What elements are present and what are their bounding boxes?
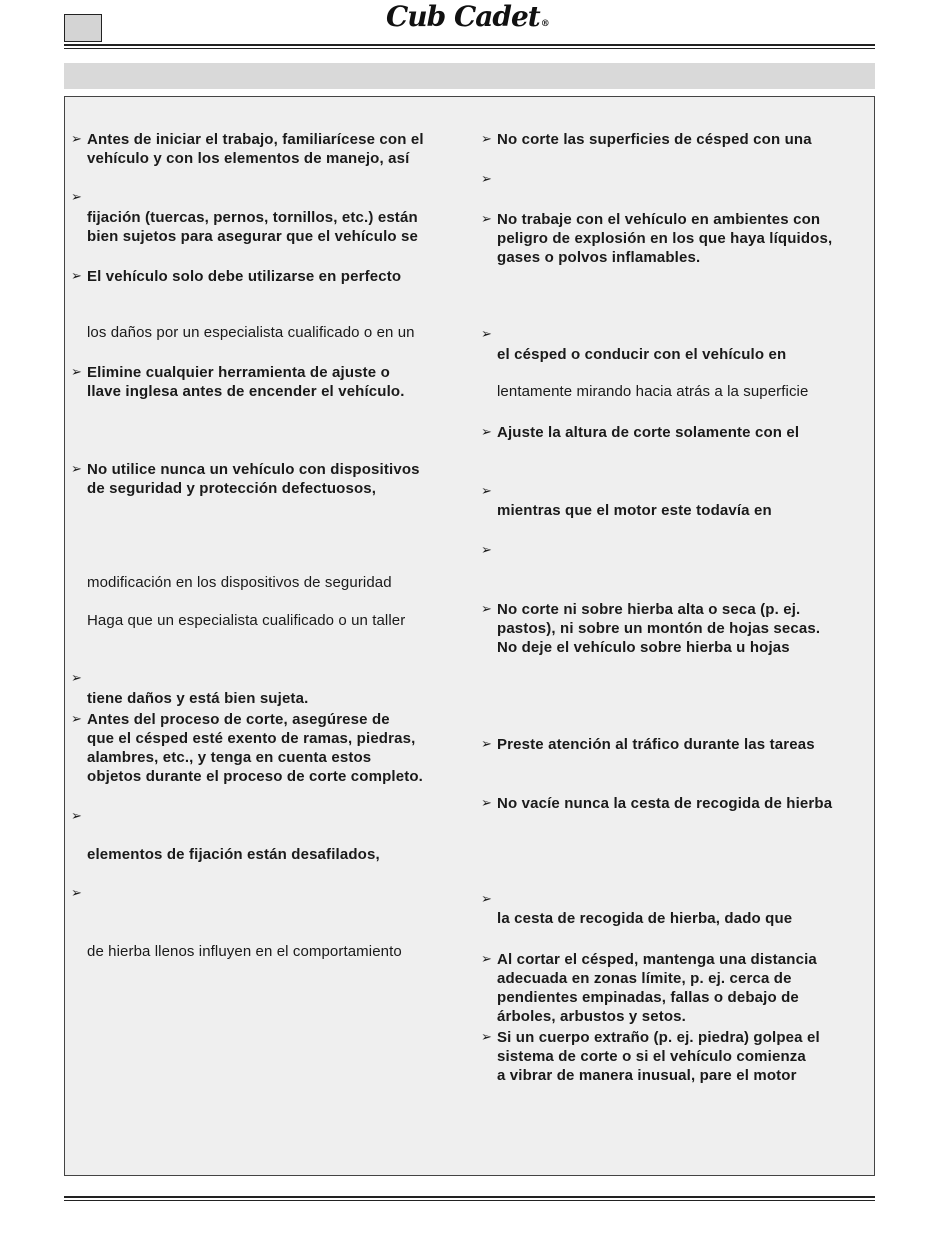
text-line: No deje el vehículo sobre hierba u hojas bbox=[497, 639, 790, 656]
text-line: bien sujetos para asegurar que el vehículo se bbox=[87, 228, 419, 245]
page-number-box bbox=[64, 14, 102, 42]
text-line: peligro de explosión en los que haya líquidos, bbox=[497, 230, 833, 247]
text-line: lentamente mirando hacia atrás a la superficie bbox=[497, 383, 809, 400]
text-line: los daños por un especialista cualificado o en un bbox=[87, 324, 415, 341]
header-rule bbox=[64, 44, 875, 46]
bullet-icon: ➢ bbox=[481, 212, 492, 227]
text-line: que el césped esté exento de ramas, piedras, bbox=[87, 730, 416, 747]
bullet-icon: ➢ bbox=[481, 1030, 492, 1045]
text-line: árboles, arbustos y setos. bbox=[497, 1008, 686, 1025]
bullet-icon: ➢ bbox=[481, 484, 492, 499]
text-line: objetos durante el proceso de corte completo. bbox=[87, 768, 423, 785]
bullet-icon: ➢ bbox=[71, 365, 82, 380]
bullet-icon: ➢ bbox=[71, 886, 82, 901]
text-line: mientras que el motor este todavía en bbox=[497, 502, 772, 519]
bullet-icon: ➢ bbox=[71, 712, 82, 727]
text-line: la cesta de recogida de hierba, dado que bbox=[497, 910, 793, 927]
text-line: a vibrar de manera inusual, pare el motor bbox=[497, 1067, 797, 1084]
text-line: No vacíe nunca la cesta de recogida de hierba bbox=[497, 795, 833, 812]
bullet-icon: ➢ bbox=[71, 809, 82, 824]
text-line: No corte ni sobre hierba alta o seca (p. ej. bbox=[497, 601, 801, 618]
bullet-icon: ➢ bbox=[481, 952, 492, 967]
bullet-icon: ➢ bbox=[481, 737, 492, 752]
text-line: pastos), ni sobre un montón de hojas secas. bbox=[497, 620, 821, 637]
text-line: Antes de iniciar el trabajo, familiarícese con el bbox=[87, 131, 424, 148]
bullet-icon: ➢ bbox=[481, 425, 492, 440]
bullet-icon: ➢ bbox=[481, 602, 492, 617]
bullet-icon: ➢ bbox=[71, 269, 82, 284]
text-line: Antes del proceso de corte, asegúrese de bbox=[87, 711, 390, 728]
text-line: elementos de fijación están desafilados, bbox=[87, 846, 380, 863]
bullet-icon: ➢ bbox=[71, 462, 82, 477]
text-line: Si un cuerpo extraño (p. ej. piedra) golpea el bbox=[497, 1029, 820, 1046]
text-line: adecuada en zonas límite, p. ej. cerca de bbox=[497, 970, 792, 987]
bullet-icon: ➢ bbox=[71, 671, 82, 686]
text-line: Ajuste la altura de corte solamente con el bbox=[497, 424, 800, 441]
header-rule-thin bbox=[64, 48, 875, 49]
bullet-icon: ➢ bbox=[481, 543, 492, 558]
text-line: el césped o conducir con el vehículo en bbox=[497, 346, 787, 363]
bullet-icon: ➢ bbox=[481, 892, 492, 907]
section-title-bar bbox=[64, 63, 875, 89]
text-line: de hierba llenos influyen en el comportamiento bbox=[87, 943, 402, 960]
text-line: de seguridad y protección defectuosos, bbox=[87, 480, 377, 497]
text-line: vehículo y con los elementos de manejo, así bbox=[87, 150, 410, 167]
text-line: fijación (tuercas, pernos, tornillos, etc.) están bbox=[87, 209, 418, 226]
text-line: No trabaje con el vehículo en ambientes con bbox=[497, 211, 821, 228]
bullet-icon: ➢ bbox=[481, 327, 492, 342]
text-line: llave inglesa antes de encender el vehículo. bbox=[87, 383, 405, 400]
bullet-icon: ➢ bbox=[481, 172, 492, 187]
bullet-icon: ➢ bbox=[71, 190, 82, 205]
text-line: alambres, etc., y tenga en cuenta estos bbox=[87, 749, 372, 766]
footer-rule-thin bbox=[64, 1200, 875, 1201]
text-line: sistema de corte o si el vehículo comienza bbox=[497, 1048, 806, 1065]
text-line: Al cortar el césped, mantenga una distancia bbox=[497, 951, 817, 968]
text-line: No utilice nunca un vehículo con dispositivos bbox=[87, 461, 420, 478]
safety-instructions-box bbox=[64, 96, 875, 1176]
text-line: Preste atención al tráfico durante las tareas bbox=[497, 736, 815, 753]
text-line: gases o polvos inflamables. bbox=[497, 249, 701, 266]
text-line: pendientes empinadas, fallas o debajo de bbox=[497, 989, 799, 1006]
bullet-icon: ➢ bbox=[481, 796, 492, 811]
bullet-icon: ➢ bbox=[481, 132, 492, 147]
text-line: modificación en los dispositivos de seguridad bbox=[87, 574, 392, 591]
text-line: Haga que un especialista cualificado o un taller bbox=[87, 612, 406, 629]
text-line: tiene daños y está bien sujeta. bbox=[87, 690, 309, 707]
cub-cadet-logo: Cub Cadet® bbox=[386, 0, 549, 33]
text-line: Elimine cualquier herramienta de ajuste o bbox=[87, 364, 390, 381]
footer-rule bbox=[64, 1196, 875, 1198]
text-line: El vehículo solo debe utilizarse en perfecto bbox=[87, 268, 402, 285]
bullet-icon: ➢ bbox=[71, 132, 82, 147]
text-line: No corte las superficies de césped con una bbox=[497, 131, 812, 148]
